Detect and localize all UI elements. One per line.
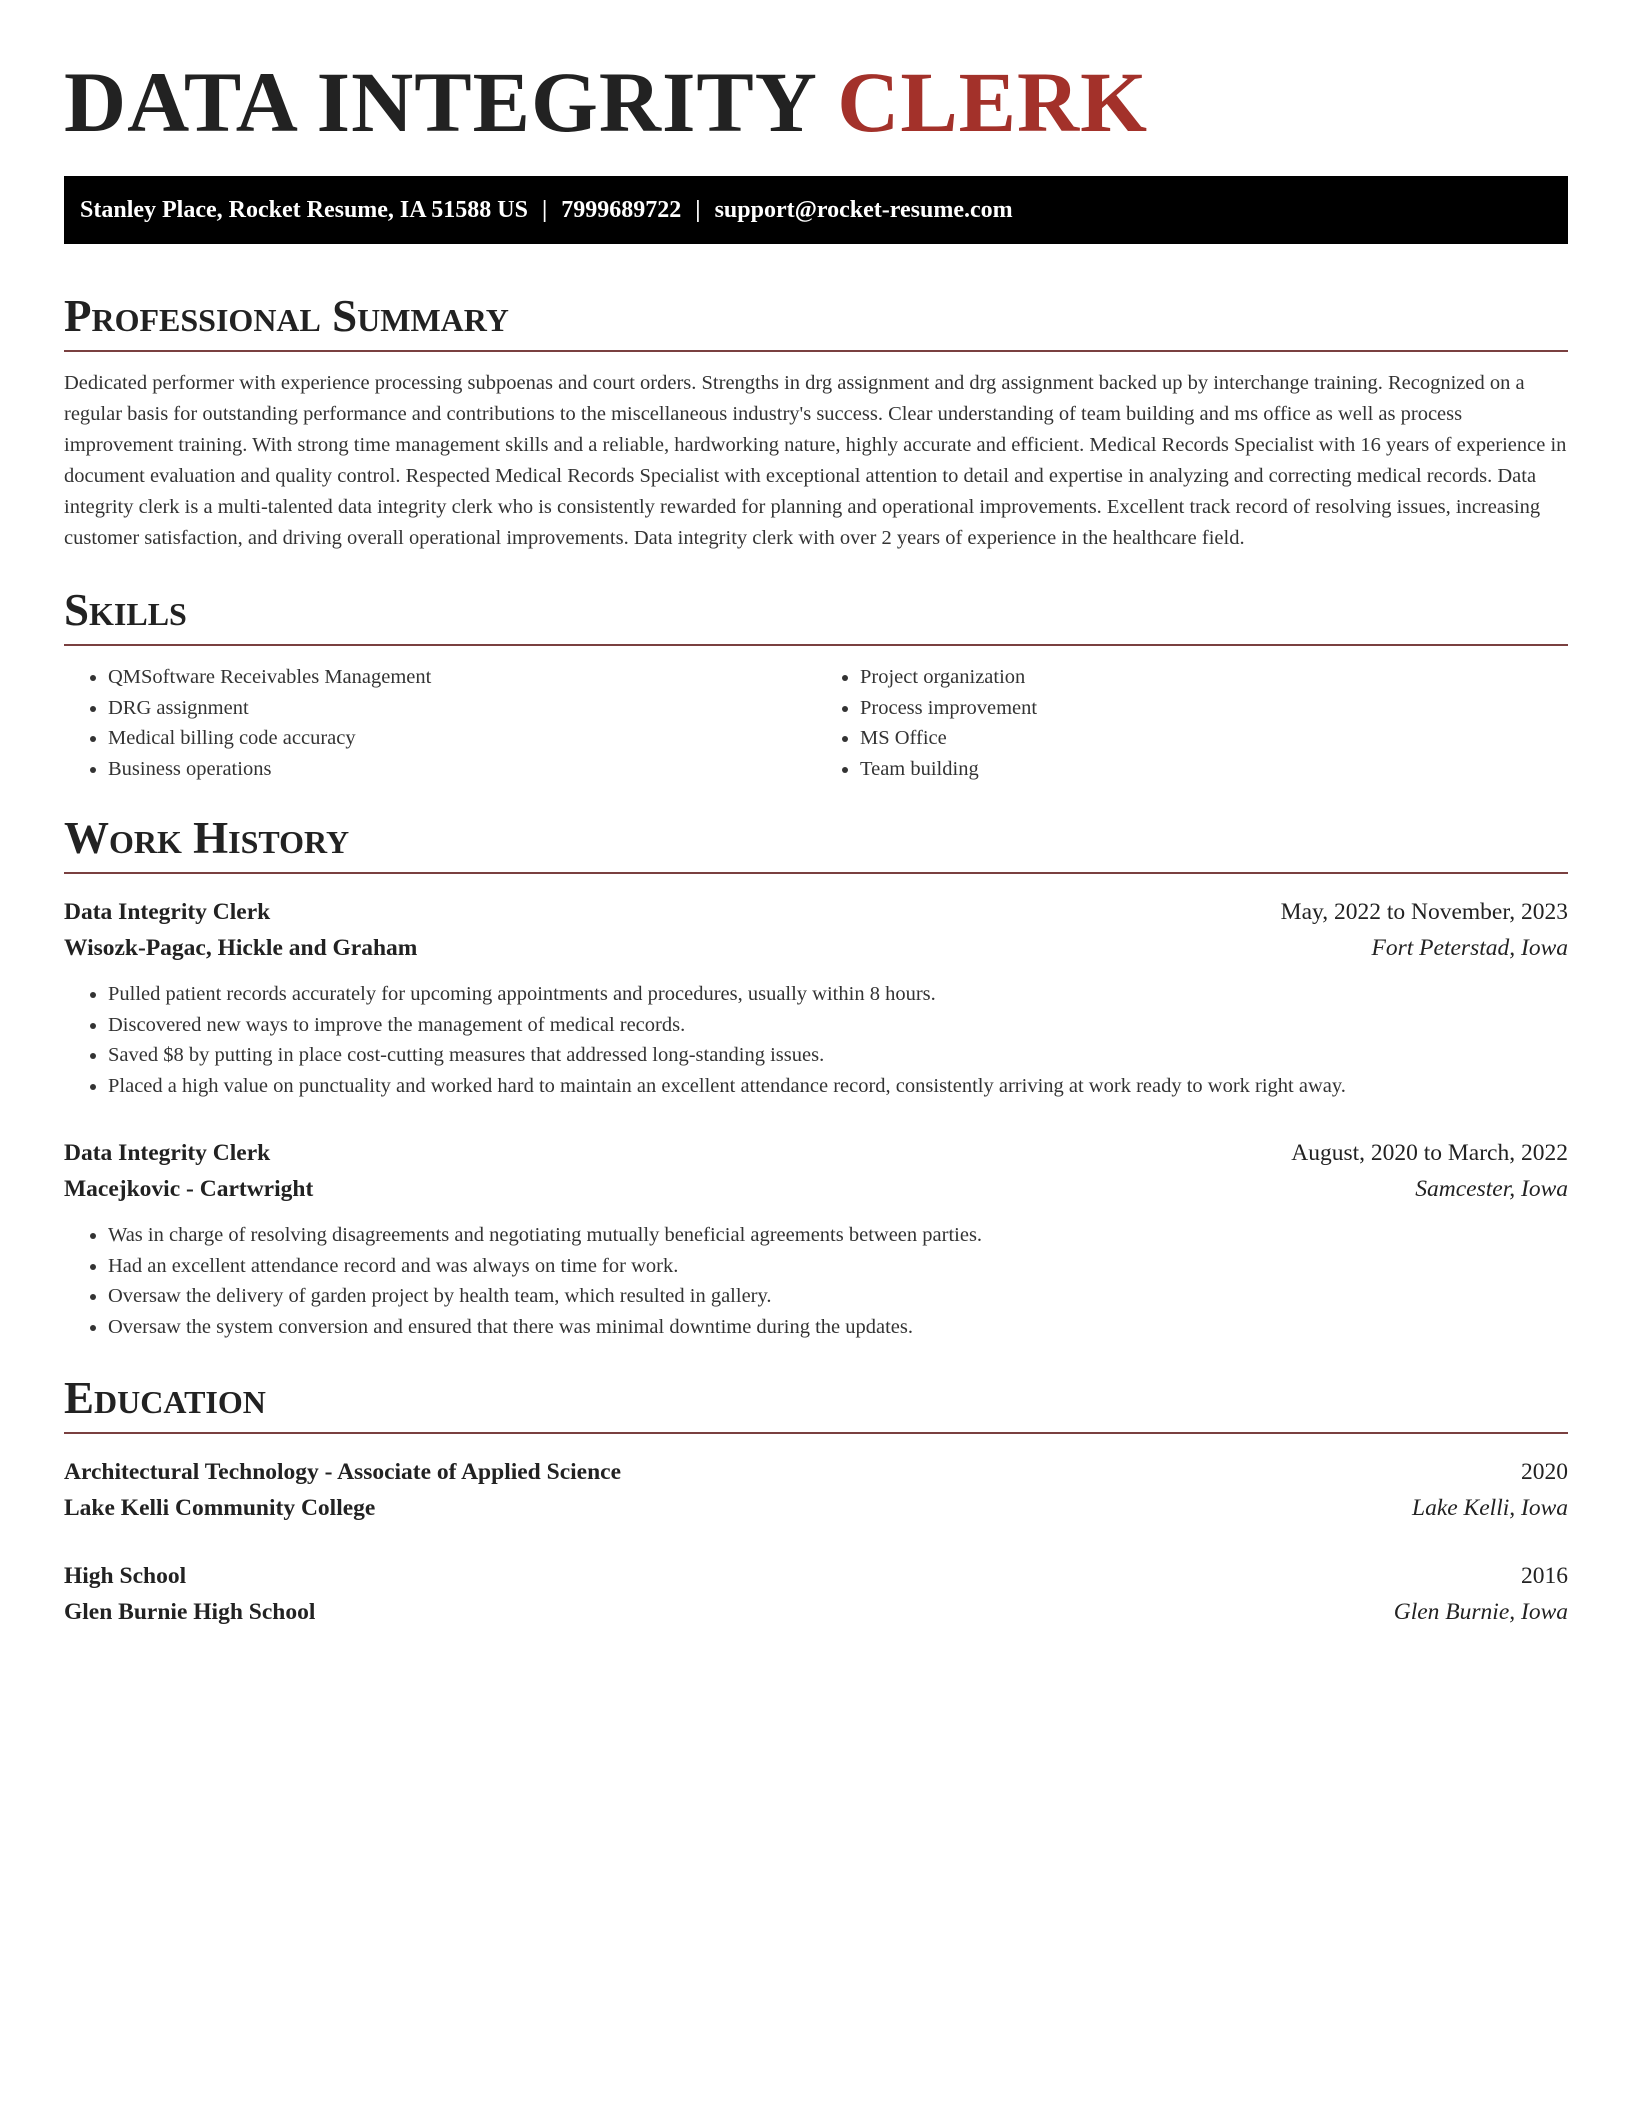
education-degree: Architectural Technology - Associate of Applied Science (64, 1459, 622, 1485)
education-year: 2020 (1521, 1459, 1568, 1485)
contact-email: support@rocket-resume.com (714, 197, 1013, 223)
title-accent: CLERK (837, 54, 1149, 150)
skills-grid (64, 662, 1568, 784)
contact-separator: | (541, 197, 548, 223)
job-bullets (64, 1220, 1568, 1342)
job-company-row (64, 930, 1568, 966)
title-main: DATA INTEGRITY (64, 54, 815, 150)
contact-phone: 7999689722 (561, 197, 682, 223)
skill-item: • MS Office (860, 723, 1568, 754)
job-bullet: • Oversaw the system conversion and ensured that there was minimal downtime during the updates. (108, 1312, 1568, 1343)
skill-item: • Team building (860, 754, 1568, 785)
contact-bar (64, 176, 1568, 244)
education-entry (64, 1558, 1568, 1630)
education-location: Glen Burnie, Iowa (1393, 1599, 1568, 1625)
education-school: Glen Burnie High School (64, 1599, 316, 1625)
skill-item: • Medical billing code accuracy (108, 723, 816, 754)
skill-item: • QMSoftware Receivables Management (108, 662, 816, 693)
job-title-row (64, 1135, 1568, 1171)
job-bullet: • Pulled patient records accurately for upcoming appointments and procedures, usually within 8 hours. (108, 979, 1568, 1010)
contact-address: Stanley Place, Rocket Resume, IA 51588 US (80, 197, 528, 223)
education-degree: High School (64, 1563, 187, 1589)
skill-item: • Project organization (860, 662, 1568, 693)
summary-heading: Professional Summary (64, 288, 1568, 352)
job-company-row (64, 1171, 1568, 1207)
job-bullet: • Oversaw the delivery of garden project by health team, which resulted in gallery. (108, 1281, 1568, 1312)
job-dates: August, 2020 to March, 2022 (1291, 1140, 1568, 1166)
job-company: Wisozk-Pagac, Hickle and Graham (64, 935, 418, 961)
education-location: Lake Kelli, Iowa (1412, 1495, 1568, 1521)
skill-item: • Business operations (108, 754, 816, 785)
job-title: Data Integrity Clerk (64, 1140, 271, 1166)
education-school-row (64, 1594, 1568, 1630)
job-bullet: • Was in charge of resolving disagreements and negotiating mutually beneficial agreements between parties. (108, 1220, 1568, 1251)
job-title-row (64, 894, 1568, 930)
job-title: Data Integrity Clerk (64, 899, 271, 925)
job-bullet: • Placed a high value on punctuality and worked hard to maintain an excellent attendance record, consistently arriving at work ready to work right away. (108, 1071, 1568, 1102)
skill-item: • Process improvement (860, 693, 1568, 724)
job-location: Fort Peterstad, Iowa (1371, 935, 1568, 961)
contact-separator: | (695, 197, 701, 223)
summary-text: Dedicated performer with experience processing subpoenas and court orders. Strengths in drg assignment and drg assignment backed up by interchange training. Recognized on a regular basis for outstanding performance and contributions to the miscellaneous industry's success. Clear understanding of team building and ms office as well as process improvement training. With strong time management skills and a reliable, hardworking nature, highly accurate and efficient. Medical Records Specialist with 16 years of experience in document evaluation and quality control. Respected Medical Records Specialist with exceptional attention to detail and expertise in analyzing and correcting medical records. Data integrity clerk is a multi-talented data integrity clerk who is consistently rewarded for planning and operational improvements. Excellent track record of resolving issues, increasing customer satisfaction, and driving overall operational improvements. Data integrity clerk with over 2 years of experience in the healthcare field. (64, 372, 1567, 549)
job-company: Macejkovic - Cartwright (64, 1176, 314, 1202)
skill-item: • DRG assignment (108, 693, 816, 724)
skills-heading: Skills (64, 582, 1568, 646)
job-bullet: • Saved $8 by putting in place cost-cutting measures that addressed long-standing issues. (108, 1040, 1568, 1071)
job-bullet: • Discovered new ways to improve the management of medical records. (108, 1010, 1568, 1041)
education-degree-row (64, 1558, 1568, 1594)
resume-title (64, 52, 1568, 152)
job-dates: May, 2022 to November, 2023 (1280, 899, 1568, 925)
education-year: 2016 (1521, 1563, 1568, 1589)
skills-list-right (816, 662, 1568, 784)
skills-list-left (64, 662, 816, 784)
job-entry (64, 894, 1568, 1101)
job-bullet: • Had an excellent attendance record and was always on time for work. (108, 1251, 1568, 1282)
education-degree-row (64, 1454, 1568, 1490)
education-entry (64, 1454, 1568, 1526)
education-school: Lake Kelli Community College (64, 1495, 376, 1521)
education-school-row (64, 1490, 1568, 1526)
education-heading: Education (64, 1370, 1568, 1434)
job-location: Samcester, Iowa (1415, 1176, 1568, 1202)
job-bullets (64, 979, 1568, 1101)
job-entry (64, 1135, 1568, 1342)
work-history-heading: Work History (64, 810, 1568, 874)
